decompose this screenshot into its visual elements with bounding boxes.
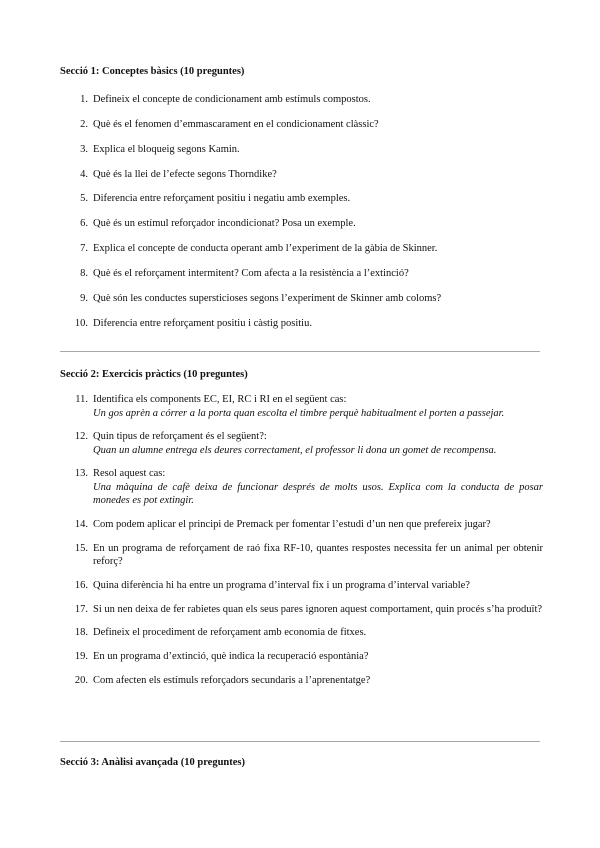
question-7	[0, 242, 543, 256]
question-number: 4.	[80, 168, 88, 180]
question-number: 5.	[80, 193, 88, 205]
question-text: Com afecten els estímuls reforçadors secundaris a l’aprenentatge?	[93, 674, 371, 686]
question-12	[0, 430, 543, 457]
question-text: Defineix el concepte de condicionament amb estímuls compostos.	[93, 94, 371, 105]
question-text: Què és el reforçament intermitent? Com afecta a la resistència a l’extinció?	[93, 267, 409, 279]
question-text: Quin tipus de reforçament és el següent?:	[93, 431, 267, 443]
question-text: Diferencia entre reforçament positiu i càstig positiu.	[93, 317, 312, 329]
question-text: Defineix el procediment de reforçament amb economia de fitxes.	[93, 627, 367, 639]
question-text: Quina diferència hi ha entre un programa d’interval fix i un programa d’interval variable?	[93, 579, 470, 591]
question-2	[0, 118, 543, 132]
question-case-text: Una màquina de cafè deixa de funcionar després de molts usos. Explica com la conducta de posar monedes es pot extingir.	[93, 481, 543, 507]
question-number: 7.	[80, 243, 88, 255]
question-case-text: Un gos aprèn a córrer a la porta quan escolta el timbre perquè habitualment el porten a passejar.	[93, 407, 505, 419]
question-number: 18.	[74, 627, 88, 639]
question-number: 16.	[74, 579, 88, 591]
question-text: Com podem aplicar el principi de Premack per fomentar l’estudi d’un nen que prefereix jugar?	[93, 519, 491, 531]
question-14	[0, 518, 543, 532]
question-17	[0, 603, 543, 617]
question-number: 9.	[80, 292, 88, 304]
question-3	[0, 143, 543, 157]
question-number: 14.	[74, 519, 88, 531]
section-2-heading: Secció 2: Exercicis pràctics (10 preguntes)	[60, 369, 248, 380]
question-text: En un programa d’extinció, què indica la recuperació espontània?	[93, 651, 369, 662]
question-number: 19.	[74, 651, 88, 662]
question-16	[0, 579, 543, 593]
question-8	[0, 267, 543, 281]
question-number: 10.	[74, 317, 88, 329]
question-text: Què és el fenomen d’emmascarament en el condicionament clàssic?	[93, 118, 379, 130]
question-text: Identifica els components EC, EI, RC i RI en el següent cas:	[93, 394, 347, 405]
question-18	[0, 626, 543, 640]
question-number: 1.	[80, 94, 88, 105]
section-2-question-list	[0, 393, 600, 697]
section-divider	[60, 351, 540, 352]
question-number: 2.	[80, 118, 88, 130]
section-divider	[60, 741, 540, 742]
question-text: Diferencia entre reforçament positiu i negatiu amb exemples.	[93, 193, 351, 205]
question-4	[0, 168, 543, 182]
question-number: 8.	[80, 267, 88, 279]
section-1-question-list	[0, 93, 600, 341]
question-number: 6.	[80, 218, 88, 230]
question-text: Si un nen deixa de fer rabietes quan els seus pares ignoren aquest comportament, quin procés s’ha produït?	[93, 603, 543, 615]
question-text: Què és un estímul reforçador incondicionat? Posa un exemple.	[93, 218, 356, 230]
question-number: 11.	[75, 394, 88, 405]
question-number: 20.	[74, 674, 88, 686]
question-number: 12.	[74, 431, 88, 443]
question-number: 15.	[74, 542, 88, 554]
question-20	[0, 674, 543, 688]
question-text: Què són les conductes supersticioses segons l’experiment de Skinner amb coloms?	[93, 292, 442, 304]
question-10	[0, 317, 543, 331]
question-text: Explica el concepte de conducta operant amb l’experiment de la gàbia de Skinner.	[93, 243, 438, 255]
question-11	[0, 393, 543, 420]
question-number: 13.	[74, 468, 88, 480]
question-19	[0, 650, 543, 664]
question-number: 3.	[80, 143, 88, 155]
question-13	[0, 467, 543, 508]
question-text: Què és la llei de l’efecte segons Thorndike?	[93, 168, 277, 180]
question-number: 17.	[74, 603, 88, 615]
question-6	[0, 217, 543, 231]
question-1	[0, 93, 543, 107]
section-1-heading: Secció 1: Conceptes bàsics (10 preguntes)	[60, 66, 245, 77]
question-text: Explica el bloqueig segons Kamin.	[93, 143, 240, 155]
question-5	[0, 192, 543, 206]
question-text: Resol aquest cas:	[93, 468, 166, 480]
question-9	[0, 292, 543, 306]
question-text: En un programa de reforçament de raó fixa RF-10, quantes respostes necessita fer un animal per obtenir reforç?	[93, 542, 543, 568]
question-15	[0, 542, 543, 569]
section-3-heading: Secció 3: Anàlisi avançada (10 preguntes)	[60, 757, 246, 768]
question-case-text: Quan un alumne entrega els deures correctament, el professor li dona un gomet de recompensa.	[93, 444, 497, 456]
